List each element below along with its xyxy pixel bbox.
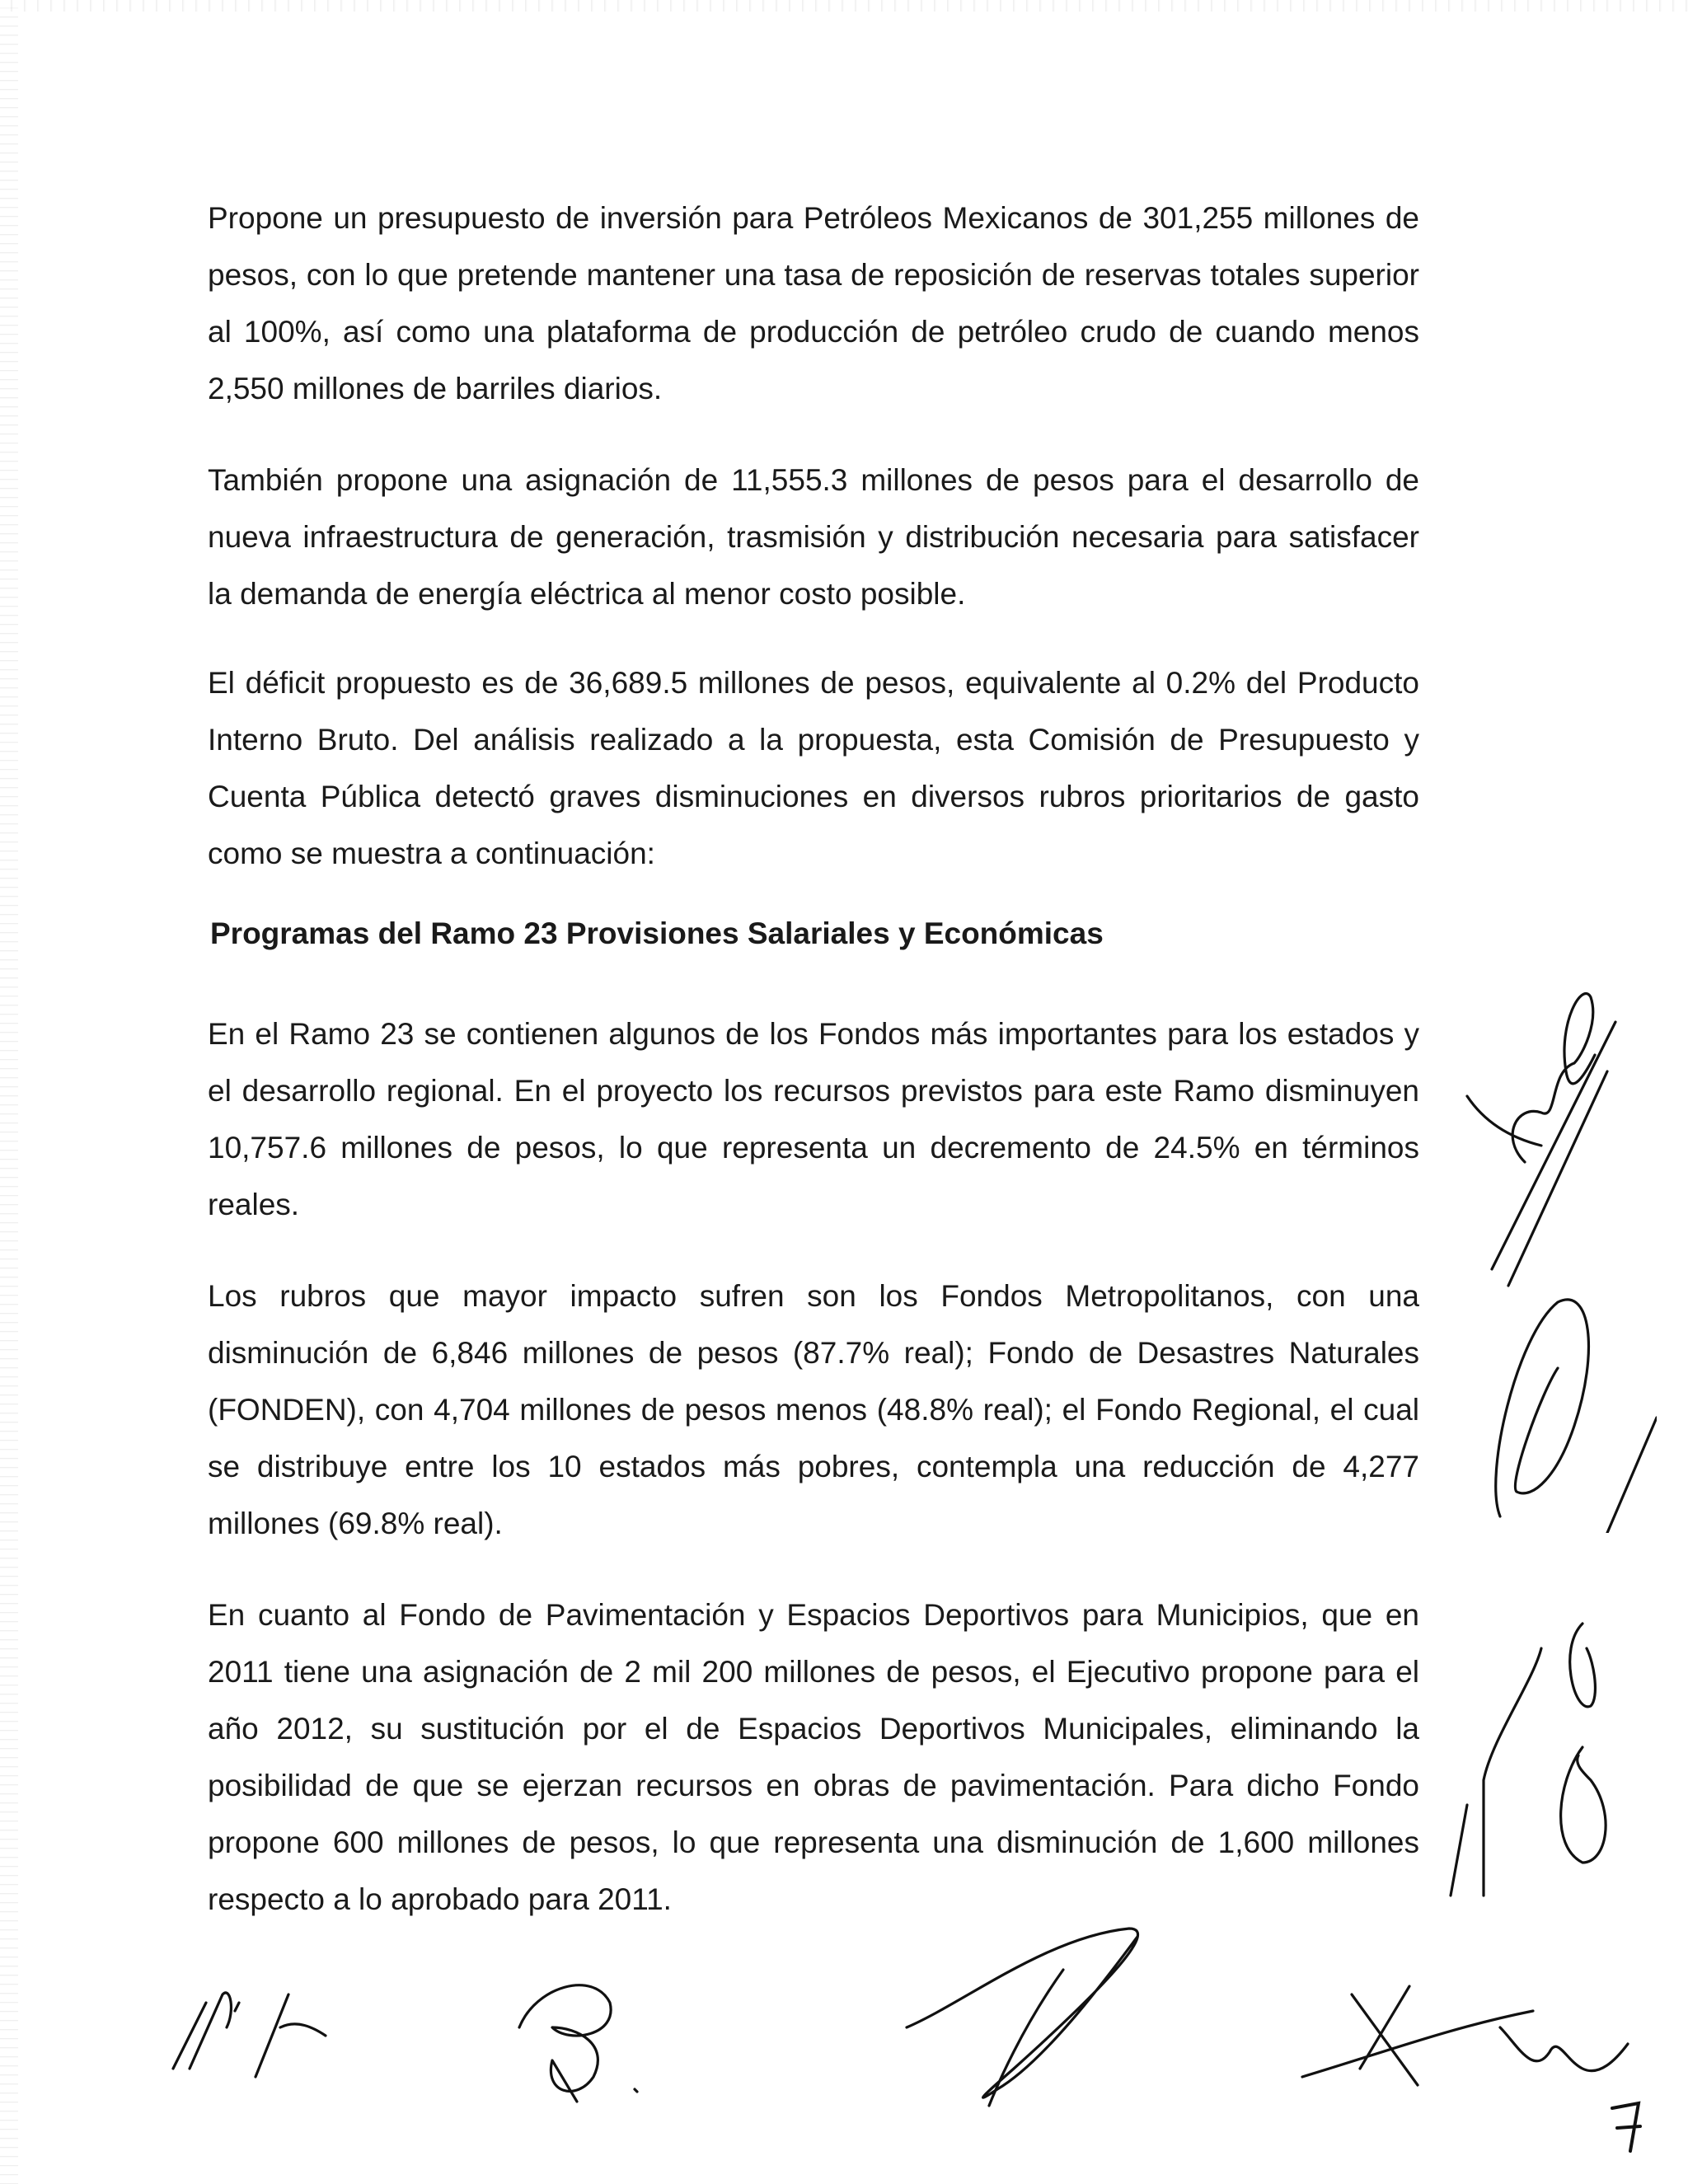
signature-bottom-4 [1286, 1978, 1632, 2093]
paragraph-affected-funds [208, 1268, 1419, 1552]
paragraph-ramo-23 [208, 1005, 1419, 1233]
signature-bottom-3 [898, 1920, 1162, 2110]
signature-right-1 [1459, 972, 1624, 1302]
scan-edge-left [0, 0, 18, 2184]
paragraph-text: En el Ramo 23 se contienen algunos de los Fondos más importantes para los estados y el desarrollo regional. En el proyecto los recursos previstos para este Ramo disminuyen 10,757.6 millones de pesos, lo que representa un decremento de 24.5% en términos reales. [208, 1017, 1419, 1221]
section-heading: Programas del Ramo 23 Provisiones Salariales y Económicas [210, 916, 1104, 950]
signature-bottom-2 [503, 1970, 651, 2110]
signature-right-2 [1484, 1286, 1657, 1533]
paragraph-paving-fund [208, 1586, 1419, 1928]
paragraph-text: El déficit propuesto es de 36,689.5 millones de pesos, equivalente al 0.2% del Producto Interno Bruto. Del análisis realizado a la propuesta, esta Comisión de Presupuesto y Cuenta Pública detectó graves disminuciones en diversos rubros prioritarios de gasto como se muestra a continuación: [208, 666, 1419, 870]
paragraph-text: También propone una asignación de 11,555.3 millones de pesos para el desarrollo de nueva infraestructura de generación, trasmisión y distribución necesaria para satisfacer la demanda de energía eléctrica al menor costo posible. [208, 463, 1419, 611]
signature-right-3 [1434, 1615, 1648, 1912]
paragraph-electric-infrastructure [208, 452, 1419, 622]
paragraph-text: En cuanto al Fondo de Pavimentación y Espacios Deportivos para Municipios, que en 2011 tiene una asignación de 2 mil 200 millones de pesos, el Ejecutivo propone para el año 2012, su sustitución por el de Espacios Deportivos Municipales, eliminando la posibilidad de que se ejerzan recursos en obras de pavimentación. Para dicho Fondo propone 600 millones de pesos, lo que representa una disminución de 1,600 millones respecto a lo aprobado para 2011. [208, 1598, 1419, 1916]
paragraph-text: Los rubros que mayor impacto sufren son los Fondos Metropolitanos, con una disminución de 6,846 millones de pesos (87.7% real); Fondo de Desastres Naturales (FONDEN), con 4,704 millones de pesos menos (48.8% real); el Fondo Regional, el cual se distribuye entre los 10 estados más pobres, contempla una reducción de 4,277 millones (69.8% real). [208, 1279, 1419, 1540]
scan-edge-top [0, 0, 1688, 12]
paragraph-deficit [208, 654, 1419, 882]
paragraph-text: Propone un presupuesto de inversión para Petróleos Mexicanos de 301,255 millones de pesos, con lo que pretende mantener una tasa de reposición de reservas totales superior al 100%, así como una plataforma de producción de petróleo crudo de cuando menos 2,550 millones de barriles diarios. [208, 201, 1419, 405]
signature-bottom-1 [157, 1978, 338, 2085]
page-number-7 [1606, 2093, 1647, 2159]
paragraph-pemex-investment [208, 190, 1419, 417]
